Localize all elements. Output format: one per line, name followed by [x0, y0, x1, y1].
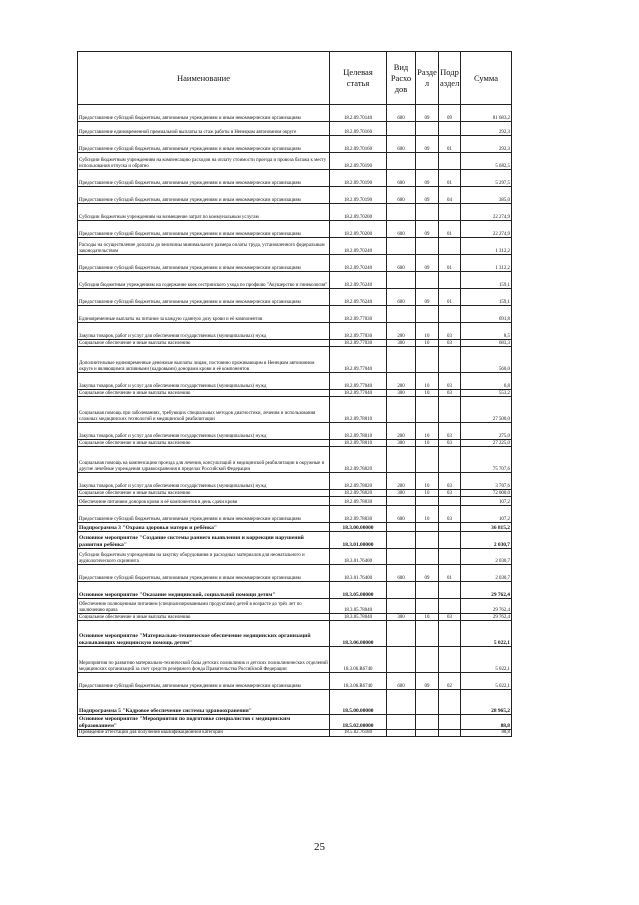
- cell-vid: 200: [387, 323, 416, 340]
- cell-razdel: 10: [416, 614, 439, 621]
- cell-vid: [387, 730, 416, 737]
- table-row: [78, 582, 512, 599]
- cell-name: Обеспечение полноценным питанием (специализированными продуктами) детей в возрасте до трёх лет по заключению врача: [78, 599, 330, 614]
- cell-code: 18.2.09.70160: [330, 122, 387, 136]
- cell-summa: 553,2: [461, 390, 512, 397]
- cell-podrazdel: 01: [439, 221, 461, 238]
- cell-name: Обеспечение питанием доноров крови и её компонентов в день сдачи крови: [78, 497, 330, 506]
- cell-code: 18.2.09.78030: [330, 497, 387, 506]
- cell-podrazdel: [439, 397, 461, 423]
- cell-code: 18.2.09.70140: [330, 105, 387, 122]
- cell-vid: [387, 621, 416, 647]
- cell-razdel: 09: [416, 187, 439, 204]
- cell-podrazdel: [439, 272, 461, 289]
- table-row: [78, 153, 512, 170]
- cell-razdel: [416, 599, 439, 614]
- cell-code: 18.2.09.70190: [330, 153, 387, 170]
- cell-summa: 5 022,1: [461, 647, 512, 673]
- cell-vid: [387, 447, 416, 473]
- cell-vid: 300: [387, 490, 416, 497]
- cell-summa: 107,2: [461, 497, 512, 506]
- cell-name: Предоставление субсидий бюджетным, автономным учреждениям и иным некоммерческим организациям: [78, 255, 330, 272]
- cell-name: Социальное обеспечение и иные выплаты населению: [78, 390, 330, 397]
- cell-name: Предоставление субсидий бюджетным, автономным учреждениям и иным некоммерческим организациям: [78, 289, 330, 306]
- cell-podrazdel: [439, 347, 461, 373]
- cell-code: 18.5.02.00000: [330, 715, 387, 730]
- table-row: [78, 690, 512, 715]
- cell-code: 18.3.00.00000: [330, 523, 387, 532]
- cell-name: Предоставление субсидий бюджетным, автономным учреждениям и иным некоммерческим организациям: [78, 187, 330, 204]
- cell-code: 18.3.01.76400: [330, 549, 387, 565]
- table-row: [78, 614, 512, 621]
- cell-summa: 36 815,2: [461, 523, 512, 532]
- cell-summa: 27 500,0: [461, 397, 512, 423]
- cell-code: 18.2.09.77040: [330, 373, 387, 390]
- cell-vid: 600: [387, 565, 416, 582]
- cell-razdel: 09: [416, 673, 439, 690]
- cell-name: Подпрограмма 3 "Охрана здоровья матери и ребёнка": [78, 523, 330, 532]
- cell-razdel: [416, 153, 439, 170]
- table-row: [78, 347, 512, 373]
- cell-razdel: [416, 730, 439, 737]
- table-row: [78, 272, 512, 289]
- table-row: [78, 238, 512, 255]
- table-row: [78, 523, 512, 532]
- table-row: [78, 506, 512, 523]
- cell-razdel: [416, 272, 439, 289]
- cell-summa: 81 683,2: [461, 105, 512, 122]
- cell-razdel: 10: [416, 340, 439, 347]
- cell-vid: 300: [387, 390, 416, 397]
- cell-name: Предоставление субсидий бюджетным, автономным учреждениям и иным некоммерческим организациям: [78, 170, 330, 187]
- cell-code: 18.2.09.70190: [330, 170, 387, 187]
- cell-name: Субсидии бюджетным учреждениям на компенсацию расходов на оплату стоимости проезда и провоза багажа к месту использования отпуска и обратно: [78, 153, 330, 170]
- cell-podrazdel: [439, 690, 461, 715]
- cell-podrazdel: [439, 497, 461, 506]
- cell-summa: 1 312,2: [461, 238, 512, 255]
- cell-vid: [387, 549, 416, 565]
- cell-name: Предоставление субсидий бюджетным, автономным учреждениям и иным некоммерческим организациям: [78, 221, 330, 238]
- cell-razdel: 09: [416, 221, 439, 238]
- cell-razdel: 10: [416, 490, 439, 497]
- cell-code: 18.2.09.78020: [330, 447, 387, 473]
- cell-razdel: [416, 204, 439, 221]
- table-row: [78, 373, 512, 390]
- cell-name: Субсидия бюджетным учреждениям на содержание коек сестринского ухода по профилю "Акушерство и гинекология": [78, 272, 330, 289]
- cell-razdel: 09: [416, 170, 439, 187]
- cell-name: Социальная помощь при заболеваниях, требующих специальных методов диагностики, лечения и использования сложных медицинских технологий и медицинской реабилитации: [78, 397, 330, 423]
- cell-summa: 5 682,5: [461, 153, 512, 170]
- cell-name: Предоставление субсидий бюджетным, автономным учреждениям и иным некоммерческим организациям: [78, 673, 330, 690]
- cell-name: Расходы на осуществление доплаты до величины минимального размера оплаты труда, установленного федеральным законодательством: [78, 238, 330, 255]
- cell-razdel: 10: [416, 373, 439, 390]
- cell-summa: 72 000,0: [461, 490, 512, 497]
- table-row: [78, 306, 512, 323]
- cell-razdel: 09: [416, 289, 439, 306]
- cell-summa: 29 762,4: [461, 582, 512, 599]
- cell-summa: 560,0: [461, 347, 512, 373]
- cell-vid: 600: [387, 105, 416, 122]
- cell-podrazdel: [439, 621, 461, 647]
- cell-summa: 29 762,4: [461, 599, 512, 614]
- table-row: [78, 289, 512, 306]
- table-body: [78, 105, 512, 737]
- cell-vid: 600: [387, 255, 416, 272]
- cell-summa: 6,8: [461, 373, 512, 390]
- cell-podrazdel: [439, 204, 461, 221]
- cell-code: 18.2.09.70240: [330, 255, 387, 272]
- cell-summa: 2 030,7: [461, 532, 512, 549]
- cell-summa: 22 274,9: [461, 204, 512, 221]
- cell-name: Предоставление субсидий бюджетным, автономным учреждениям и иным некоммерческим организациям: [78, 136, 330, 153]
- cell-vid: [387, 690, 416, 715]
- header-summa: Сумма: [461, 52, 512, 105]
- table-row: [78, 549, 512, 565]
- cell-summa: 159,1: [461, 272, 512, 289]
- cell-summa: 1 312,2: [461, 255, 512, 272]
- cell-podrazdel: 01: [439, 565, 461, 582]
- table-row: [78, 221, 512, 238]
- cell-razdel: 10: [416, 390, 439, 397]
- cell-name: Социальная помощь на компенсацию проезда для лечения, консультаций и медицинской реабилитации в окружные и другие лечебные учреждения здравоохранения в пределах Российской Федерации: [78, 447, 330, 473]
- cell-name: Основное мероприятие "Материально-техническое обеспечение медицинских организаций оказывающих медицинскую помощь детям": [78, 621, 330, 647]
- cell-summa: 29 762,4: [461, 614, 512, 621]
- cell-vid: 300: [387, 440, 416, 447]
- cell-name: Закупка товаров, работ и услуг для обеспечения государственных (муниципальных) нужд: [78, 323, 330, 340]
- cell-podrazdel: 09: [439, 105, 461, 122]
- cell-razdel: 10: [416, 506, 439, 523]
- cell-summa: 88,8: [461, 730, 512, 737]
- table-row: [78, 647, 512, 673]
- cell-vid: [387, 204, 416, 221]
- cell-code: 18.2.09.77030: [330, 323, 387, 340]
- cell-vid: [387, 715, 416, 730]
- cell-vid: [387, 238, 416, 255]
- cell-summa: 5 022,1: [461, 621, 512, 647]
- table-row: [78, 105, 512, 122]
- cell-razdel: 10: [416, 323, 439, 340]
- cell-podrazdel: [439, 122, 461, 136]
- table-row: [78, 323, 512, 340]
- table-row: [78, 440, 512, 447]
- table-row: [78, 187, 512, 204]
- cell-name: Мероприятия по развитию материально-технической базы детских поликлиник и детских поликлинических отделений медицинских организаций за счет средств резервного фонда Правительства Российской Федерации: [78, 647, 330, 673]
- cell-razdel: [416, 549, 439, 565]
- cell-name: Субсидии бюджетным учреждениям на закупку оборудования и расходных материалов для неонатального и аудиологического скрининга: [78, 549, 330, 565]
- cell-name: Социальное обеспечение и иные выплаты населению: [78, 440, 330, 447]
- cell-name: Предоставление субсидий бюджетным, автономным учреждениям и иным некоммерческим организациям: [78, 506, 330, 523]
- table-row: [78, 673, 512, 690]
- cell-podrazdel: 03: [439, 390, 461, 397]
- cell-name: Социальное обеспечение и иные выплаты населению: [78, 614, 330, 621]
- cell-name: Дополнительные единовременные денежные выплаты лицам, постоянно проживающим в Ненецком автономном округе и являющимся активными (кадровыми) донорами крови и её компонентов: [78, 347, 330, 373]
- cell-code: 18.2.09.77030: [330, 306, 387, 323]
- cell-razdel: 09: [416, 136, 439, 153]
- cell-podrazdel: [439, 153, 461, 170]
- cell-podrazdel: [439, 523, 461, 532]
- cell-razdel: 10: [416, 423, 439, 440]
- cell-podrazdel: [439, 647, 461, 673]
- table-row: [78, 255, 512, 272]
- cell-code: 18.2.09.77040: [330, 347, 387, 373]
- cell-summa: 292,3: [461, 136, 512, 153]
- cell-vid: [387, 497, 416, 506]
- cell-summa: 22 274,9: [461, 221, 512, 238]
- cell-code: 18.3.05.00000: [330, 582, 387, 599]
- cell-podrazdel: 04: [439, 187, 461, 204]
- cell-podrazdel: 02: [439, 673, 461, 690]
- cell-podrazdel: 03: [439, 490, 461, 497]
- table-row: [78, 565, 512, 582]
- cell-summa: 88,8: [461, 715, 512, 730]
- cell-vid: 300: [387, 614, 416, 621]
- cell-vid: 600: [387, 170, 416, 187]
- cell-summa: 27 225,0: [461, 440, 512, 447]
- cell-code: 18.2.09.70240: [330, 238, 387, 255]
- table-row: [78, 136, 512, 153]
- header-razdel: Разде л: [416, 52, 439, 105]
- cell-summa: 292,3: [461, 122, 512, 136]
- table-header: [78, 52, 512, 105]
- cell-code: 18.5.00.00000: [330, 690, 387, 715]
- cell-razdel: 09: [416, 255, 439, 272]
- cell-name: Подпрограмма 5 "Кадровое обеспечение системы здравоохранения": [78, 690, 330, 715]
- table-row: [78, 397, 512, 423]
- header-name: Наименование: [78, 52, 330, 105]
- cell-code: 18.2.09.76240: [330, 272, 387, 289]
- cell-name: Предоставление субсидий бюджетным, автономным учреждениям и иным некоммерческим организациям: [78, 105, 330, 122]
- cell-name: Основное мероприятие "Создание системы раннего выявления и коррекции нарушений развития ребёнка": [78, 532, 330, 549]
- cell-summa: 2 030,7: [461, 565, 512, 582]
- cell-razdel: [416, 532, 439, 549]
- cell-code: 18.2.09.70160: [330, 136, 387, 153]
- cell-summa: 5 022,1: [461, 673, 512, 690]
- cell-vid: [387, 397, 416, 423]
- cell-podrazdel: [439, 532, 461, 549]
- cell-summa: 683,3: [461, 340, 512, 347]
- table-row: [78, 599, 512, 614]
- cell-code: 18.2.09.70200: [330, 204, 387, 221]
- cell-vid: 600: [387, 289, 416, 306]
- cell-summa: 75 707,6: [461, 447, 512, 473]
- cell-vid: 600: [387, 221, 416, 238]
- cell-code: 18.3.05.78040: [330, 614, 387, 621]
- cell-name: Закупка товаров, работ и услуг для обеспечения государственных (муниципальных) нужд: [78, 373, 330, 390]
- cell-podrazdel: 01: [439, 289, 461, 306]
- cell-name: Социальное обеспечение и иные выплаты населению: [78, 340, 330, 347]
- cell-name: Социальное обеспечение и иные выплаты населению: [78, 490, 330, 497]
- cell-summa: 5 297,5: [461, 170, 512, 187]
- header-podrazdel: Подр аздел: [439, 52, 461, 105]
- cell-podrazdel: 03: [439, 440, 461, 447]
- cell-vid: 600: [387, 506, 416, 523]
- cell-code: 18.3.06.R6740: [330, 673, 387, 690]
- cell-razdel: [416, 122, 439, 136]
- cell-vid: 200: [387, 473, 416, 490]
- cell-vid: [387, 647, 416, 673]
- cell-podrazdel: 03: [439, 506, 461, 523]
- cell-code: 18.2.09.78010: [330, 423, 387, 440]
- cell-code: 18.2.09.76240: [330, 289, 387, 306]
- cell-code: 18.3.05.78040: [330, 599, 387, 614]
- cell-podrazdel: [439, 447, 461, 473]
- header-row: [78, 52, 512, 105]
- cell-summa: 385,0: [461, 187, 512, 204]
- cell-podrazdel: [439, 549, 461, 565]
- cell-razdel: 10: [416, 440, 439, 447]
- cell-razdel: [416, 238, 439, 255]
- cell-podrazdel: [439, 238, 461, 255]
- cell-razdel: [416, 497, 439, 506]
- cell-vid: [387, 306, 416, 323]
- cell-code: 18.3.01.76400: [330, 565, 387, 582]
- cell-summa: 3 707,6: [461, 473, 512, 490]
- cell-razdel: [416, 447, 439, 473]
- cell-razdel: [416, 306, 439, 323]
- cell-podrazdel: [439, 582, 461, 599]
- page-number: 25: [314, 841, 325, 853]
- cell-vid: 600: [387, 673, 416, 690]
- cell-code: 18.3.01.00000: [330, 532, 387, 549]
- cell-name: Основное мероприятие "Мероприятия по подготовке специалистов с медицинским образованием": [78, 715, 330, 730]
- cell-vid: [387, 122, 416, 136]
- cell-podrazdel: 01: [439, 255, 461, 272]
- cell-podrazdel: 03: [439, 323, 461, 340]
- cell-podrazdel: 03: [439, 373, 461, 390]
- header-vid: Вид Расхо дов: [387, 52, 416, 105]
- cell-summa: 2 030,7: [461, 549, 512, 565]
- cell-razdel: 09: [416, 105, 439, 122]
- table-row: [78, 497, 512, 506]
- cell-vid: [387, 532, 416, 549]
- cell-razdel: [416, 690, 439, 715]
- cell-razdel: 09: [416, 565, 439, 582]
- cell-podrazdel: [439, 730, 461, 737]
- cell-vid: [387, 582, 416, 599]
- cell-code: 18.2.09.77030: [330, 340, 387, 347]
- cell-summa: 275,0: [461, 423, 512, 440]
- table-row: [78, 490, 512, 497]
- cell-name: Предоставление единовременной премиальной выплаты за стаж работы в Ненецком автономном округе: [78, 122, 330, 136]
- cell-podrazdel: 01: [439, 136, 461, 153]
- cell-vid: 200: [387, 423, 416, 440]
- cell-code: 18.3.06.00000: [330, 621, 387, 647]
- cell-podrazdel: 01: [439, 170, 461, 187]
- cell-code: 18.3.06.R6740: [330, 647, 387, 673]
- cell-razdel: [416, 715, 439, 730]
- cell-podrazdel: 03: [439, 340, 461, 347]
- cell-podrazdel: 03: [439, 614, 461, 621]
- cell-vid: [387, 153, 416, 170]
- cell-name: Закупка товаров, работ и услуг для обеспечения государственных (муниципальных) нужд: [78, 423, 330, 440]
- cell-summa: 691,8: [461, 306, 512, 323]
- table-row: [78, 423, 512, 440]
- cell-vid: 200: [387, 373, 416, 390]
- cell-razdel: 10: [416, 473, 439, 490]
- budget-table: [77, 51, 512, 737]
- cell-razdel: [416, 397, 439, 423]
- cell-razdel: [416, 582, 439, 599]
- cell-code: 18.2.09.78020: [330, 473, 387, 490]
- cell-vid: 600: [387, 187, 416, 204]
- cell-podrazdel: 03: [439, 473, 461, 490]
- cell-code: 18.2.09.78020: [330, 490, 387, 497]
- table-row: [78, 532, 512, 549]
- table-row: [78, 621, 512, 647]
- cell-name: Субсидии бюджетным учреждениям на возмещение затрат по коммунальным услугам: [78, 204, 330, 221]
- cell-vid: 600: [387, 136, 416, 153]
- cell-podrazdel: [439, 715, 461, 730]
- cell-name: Закупка товаров, работ и услуг для обеспечения государственных (муниципальных) нужд: [78, 473, 330, 490]
- table-row: [78, 473, 512, 490]
- cell-code: 18.2.09.70200: [330, 221, 387, 238]
- cell-code: 18.5.02.76180: [330, 730, 387, 737]
- cell-razdel: [416, 621, 439, 647]
- cell-summa: 107,2: [461, 506, 512, 523]
- cell-razdel: [416, 523, 439, 532]
- cell-code: 18.2.09.70190: [330, 187, 387, 204]
- table-row: [78, 390, 512, 397]
- cell-summa: 8,5: [461, 323, 512, 340]
- cell-vid: [387, 523, 416, 532]
- table-row: [78, 170, 512, 187]
- table-row: [78, 447, 512, 473]
- cell-name: Основное мероприятие "Оказание медицинской, социальной помощи детям": [78, 582, 330, 599]
- cell-podrazdel: [439, 306, 461, 323]
- table-row: [78, 715, 512, 730]
- cell-podrazdel: 03: [439, 423, 461, 440]
- table-row: [78, 340, 512, 347]
- cell-razdel: [416, 647, 439, 673]
- header-code: Целевая статья: [330, 52, 387, 105]
- cell-podrazdel: [439, 599, 461, 614]
- cell-code: 18.2.09.78030: [330, 506, 387, 523]
- cell-razdel: [416, 347, 439, 373]
- cell-code: 18.2.09.78010: [330, 440, 387, 447]
- cell-name: Единовременные выплаты на питание за каждую сданную дозу крови и её компонентов: [78, 306, 330, 323]
- table-row: [78, 122, 512, 136]
- cell-vid: [387, 272, 416, 289]
- cell-vid: [387, 599, 416, 614]
- cell-code: 18.2.09.78010: [330, 397, 387, 423]
- table-row: [78, 204, 512, 221]
- table-row: [78, 730, 512, 737]
- cell-summa: 28 965,2: [461, 690, 512, 715]
- cell-name: Проведение аттестации для получения квалификационной категории: [78, 730, 330, 737]
- cell-summa: 159,1: [461, 289, 512, 306]
- cell-vid: 300: [387, 340, 416, 347]
- cell-vid: [387, 347, 416, 373]
- cell-code: 18.2.09.77040: [330, 390, 387, 397]
- cell-name: Предоставление субсидий бюджетным, автономным учреждениям и иным некоммерческим организациям: [78, 565, 330, 582]
